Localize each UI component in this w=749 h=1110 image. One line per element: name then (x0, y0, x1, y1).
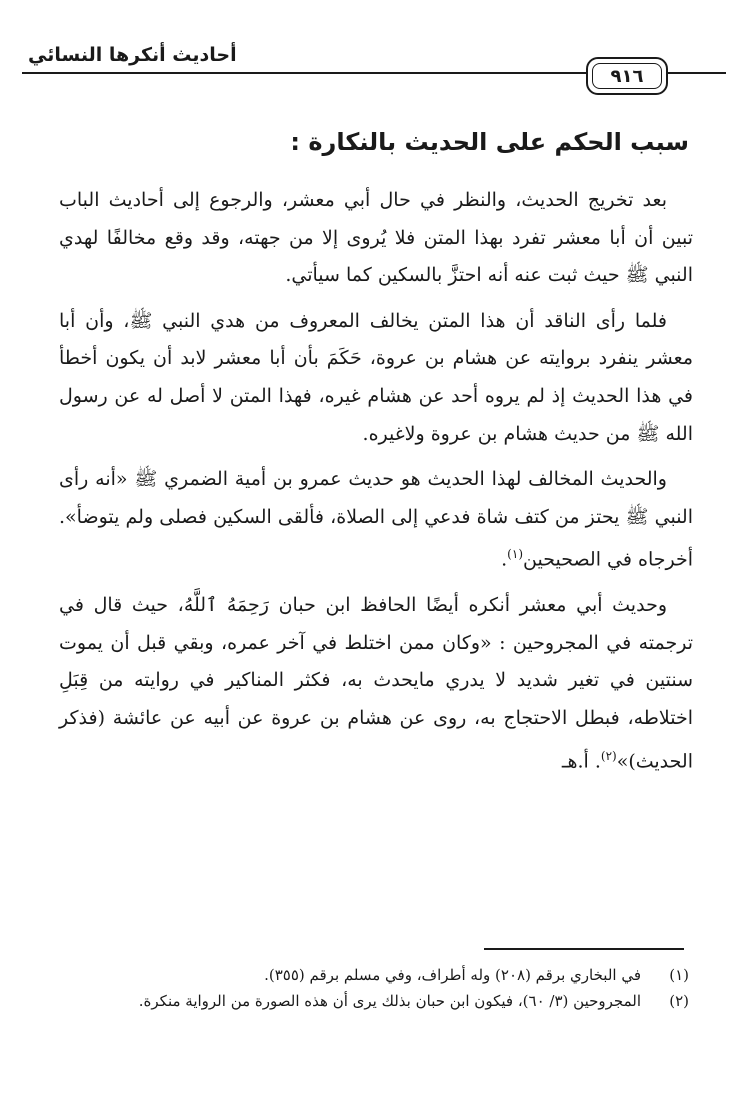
running-title: أحاديث أنكرها النسائي (28, 44, 237, 66)
paragraph (59, 182, 693, 295)
paragraph-text: والحديث المخالف لهذا الحديث هو حديث عمرو بن أمية الضمري ﷺ «أنه رأى النبي ﷺ يحتز من كتف شاة فدعي إلى الصلاة، فألقى السكين فصلى ولم يتوضأ». أخرجاه في الصحيحين (59, 468, 693, 571)
footnote-text: المجروحين (٣/ ٦٠)، فيكون ابن حبان بذلك يرى أن هذه الصورة من الرواية منكرة. (138, 992, 641, 1010)
page-number: ٩١٦ (610, 65, 644, 87)
paragraph-text: فلما رأى الناقد أن هذا المتن يخالف المعروف من هدي النبي ﷺ، وأن أبا معشر ينفرد بروايته عن هشام بن عروة، حَكَمَ بأن أبا معشر لابد أن يكون أخطأ في هذا الحديث إذ لم يروه أحد عن هشام غيره، فهذا المتن لا أصل له عن رسول الله ﷺ من حديث هشام بن عروة ولاغيره. (59, 309, 693, 445)
body-text (59, 182, 693, 789)
paragraph (59, 303, 693, 453)
footnote-ref: (٢) (600, 748, 617, 763)
paragraph-end: . (501, 548, 508, 571)
page-number-frame (586, 57, 668, 95)
paragraph-end: . أ.هـ (561, 749, 601, 772)
paragraph-text: وحديث أبي معشر أنكره أيضًا الحافظ ابن حبان رَحِمَهُ ٱللَّهُ، حيث قال في ترجمته في المجروحين : «وكان ممن اختلط في آخر عمره، وبقي قبل أن يموت سنتين في تغير شديد لا يدري مايحدث به، فكثر المناكير في روايته من قِبَلِ اختلاطه، فبطل الاحتجاج به، روى عن هشام بن عروة عن أبيه عن عائشة (فذكر الحديث)» (59, 594, 693, 772)
paragraph-text: بعد تخريج الحديث، والنظر في حال أبي معشر، والرجوع إلى أحاديث الباب تبين أن أبا معشر تفرد بهذا المتن فلا يُروى إلا من جهته، وقد وقع مخالفًا لهدي النبي ﷺ حيث ثبت عنه أنه احتزَّ بالسكين كما سيأتي. (59, 189, 693, 287)
footnote-separator (484, 948, 684, 950)
footnote-ref: (١) (507, 547, 523, 562)
footnote (59, 962, 689, 988)
page-header (0, 0, 749, 110)
section-heading: سبب الحكم على الحديث بالنكارة : (290, 128, 689, 156)
paragraph (59, 461, 693, 579)
footnote (59, 988, 689, 1014)
header-rule-right (668, 72, 726, 74)
footnotes (59, 962, 689, 1014)
footnote-text: في البخاري برقم (٢٠٨) وله أطراف، وفي مسلم برقم (٣٥٥). (264, 966, 641, 984)
footnote-number: (١) (669, 966, 689, 984)
header-rule (22, 72, 590, 74)
paragraph (59, 587, 693, 780)
footnote-number: (٢) (669, 992, 689, 1010)
